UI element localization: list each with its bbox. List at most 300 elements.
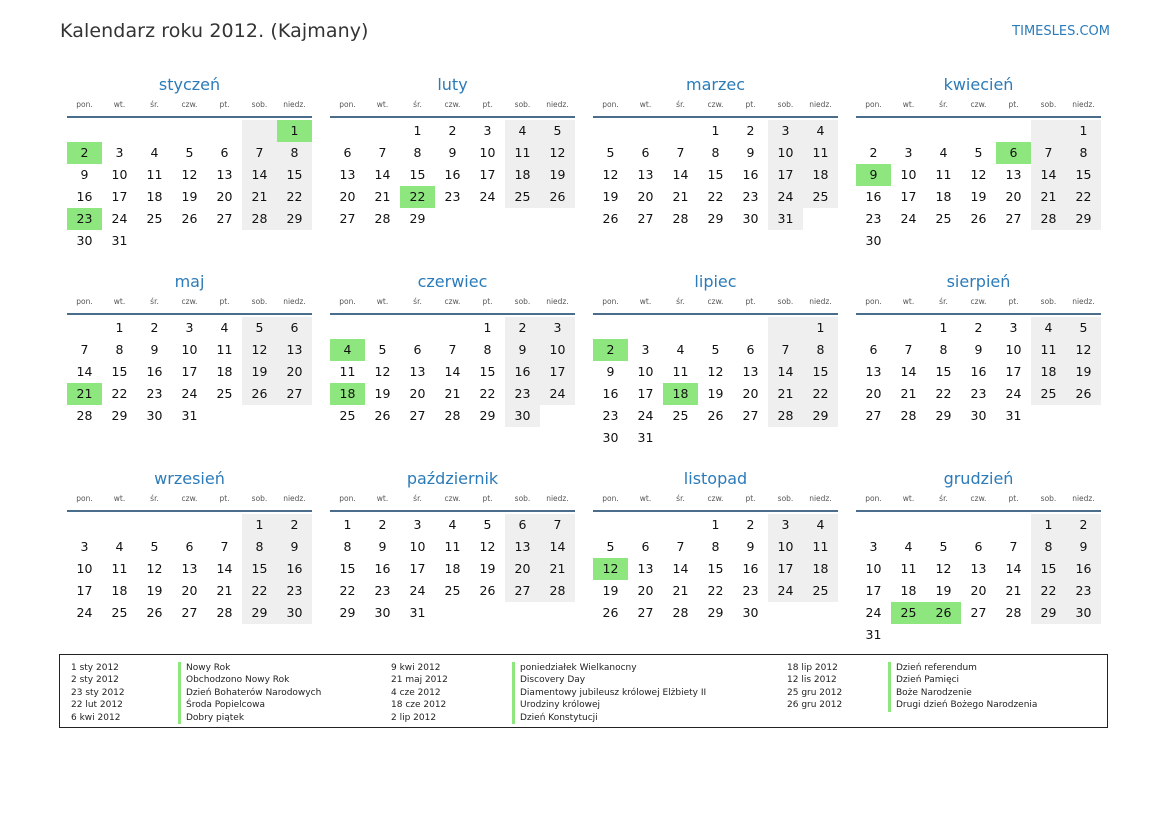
weekday-label: niedz. [546, 100, 569, 109]
day-cell: 12 [970, 167, 987, 182]
day-cell: 12 [540, 142, 575, 164]
day-cell: 3 [413, 517, 422, 532]
day-cell: 29 [803, 405, 838, 427]
empty-cell [435, 317, 470, 339]
day-cell: 25 [935, 211, 952, 226]
empty-cell [172, 120, 207, 142]
empty-cell [207, 514, 242, 536]
day-cell: 30 [505, 405, 540, 427]
day-cell: 15 [242, 558, 277, 580]
empty-cell [663, 120, 698, 142]
day-cell: 22 [707, 189, 724, 204]
day-cell: 22 [111, 386, 128, 401]
day-cell: 19 [707, 386, 724, 401]
day-cell: 4 [803, 120, 838, 142]
day-cell: 9 [150, 342, 159, 357]
day-cell: 14 [242, 164, 277, 186]
day-cell: 7 [676, 145, 685, 160]
day-cell: 26 [970, 211, 987, 226]
day-cell: 19 [970, 189, 987, 204]
day-cell: 5 [606, 145, 615, 160]
day-cell: 22 [339, 583, 356, 598]
weekday-label: śr. [413, 494, 422, 503]
day-cell: 8 [711, 539, 720, 554]
day-cell: 6 [974, 539, 983, 554]
day-cell: 2 [869, 145, 878, 160]
day-cell: 3 [869, 539, 878, 554]
day-cell: 2 [1066, 514, 1101, 536]
day-cell: 6 [641, 145, 650, 160]
month-name: grudzień [943, 469, 1014, 488]
day-cell: 14 [768, 361, 803, 383]
empty-cell [330, 317, 365, 339]
weekday-label: niedz. [283, 297, 306, 306]
empty-cell [663, 514, 698, 536]
holiday-day: 2 [67, 142, 102, 164]
holiday-day: 25 [891, 602, 926, 624]
day-cell: 17 [181, 364, 198, 379]
weekday-header [593, 490, 838, 512]
day-cell: 6 [869, 342, 878, 357]
day-cell: 9 [378, 539, 387, 554]
day-cell: 16 [1066, 558, 1101, 580]
day-cell: 2 [378, 517, 387, 532]
days-grid [330, 512, 575, 624]
day-cell: 4 [220, 320, 229, 335]
day-cell: 21 [900, 386, 917, 401]
empty-cell [172, 514, 207, 536]
day-cell: 23 [444, 189, 461, 204]
day-cell: 24 [865, 605, 882, 620]
weekday-header [856, 96, 1101, 118]
month-calendar [593, 270, 838, 467]
day-cell: 14 [1005, 561, 1022, 576]
holiday-name: Dzień Bohaterów Narodowych [178, 687, 321, 699]
day-cell: 10 [637, 364, 654, 379]
day-cell: 20 [339, 189, 356, 204]
holiday-date: 1 sty 2012 [71, 663, 119, 673]
day-cell: 8 [1066, 142, 1101, 164]
day-cell: 6 [277, 317, 312, 339]
day-cell: 1 [115, 320, 124, 335]
day-cell: 27 [637, 211, 654, 226]
day-cell: 8 [939, 342, 948, 357]
day-cell: 4 [150, 145, 159, 160]
day-cell: 6 [413, 342, 422, 357]
day-cell: 1 [711, 517, 720, 532]
holiday-name: poniedziałek Wielkanocny [512, 662, 637, 674]
month-name: sierpień [946, 272, 1011, 291]
day-cell: 17 [768, 558, 803, 580]
day-cell: 7 [1009, 539, 1018, 554]
day-cell: 28 [540, 580, 575, 602]
day-cell: 18 [505, 164, 540, 186]
day-cell: 23 [742, 189, 759, 204]
day-cell: 6 [505, 514, 540, 536]
day-cell: 20 [865, 386, 882, 401]
empty-cell [593, 514, 628, 536]
weekday-header [856, 293, 1101, 315]
holiday-name: Urodziny królowej [512, 699, 600, 711]
day-cell: 26 [181, 211, 198, 226]
day-cell: 13 [339, 167, 356, 182]
day-cell: 20 [637, 583, 654, 598]
day-cell: 14 [444, 364, 461, 379]
month-calendar [67, 73, 312, 270]
weekday-label: pt. [745, 494, 756, 503]
day-cell: 13 [742, 364, 759, 379]
empty-cell [663, 317, 698, 339]
day-cell: 19 [935, 583, 952, 598]
day-cell: 21 [768, 383, 803, 405]
holiday-name: Dzień Pamięci [888, 674, 959, 686]
weekday-label: niedz. [809, 494, 832, 503]
day-cell: 19 [540, 164, 575, 186]
day-cell: 14 [76, 364, 93, 379]
empty-cell [207, 120, 242, 142]
day-cell: 5 [1066, 317, 1101, 339]
day-cell: 31 [637, 430, 654, 445]
day-cell: 3 [80, 539, 89, 554]
day-cell: 22 [1066, 186, 1101, 208]
empty-cell [593, 317, 628, 339]
month-name: luty [437, 75, 468, 94]
weekday-label: śr. [413, 297, 422, 306]
day-cell: 21 [216, 583, 233, 598]
day-cell: 9 [448, 145, 457, 160]
day-cell: 6 [641, 539, 650, 554]
day-cell: 14 [672, 561, 689, 576]
day-cell: 10 [540, 339, 575, 361]
weekday-label: pon. [602, 494, 619, 503]
day-cell: 19 [479, 561, 496, 576]
holiday-day: 18 [330, 383, 365, 405]
day-cell: 12 [242, 339, 277, 361]
day-cell: 23 [374, 583, 391, 598]
holiday-date: 22 lut 2012 [71, 700, 123, 711]
empty-cell [628, 317, 663, 339]
month-name: marzec [685, 75, 745, 94]
day-cell: 23 [602, 408, 619, 423]
day-cell: 20 [277, 361, 312, 383]
month-name: styczeń [158, 75, 221, 94]
day-cell: 10 [409, 539, 426, 554]
day-cell: 8 [277, 142, 312, 164]
month-name: listopad [683, 469, 748, 488]
day-cell: 15 [111, 364, 128, 379]
day-cell: 7 [80, 342, 89, 357]
day-cell: 7 [768, 339, 803, 361]
day-cell: 23 [277, 580, 312, 602]
day-cell: 3 [904, 145, 913, 160]
holiday-name: Obchodzono Nowy Rok [178, 674, 289, 686]
day-cell: 19 [1066, 361, 1101, 383]
day-cell: 10 [768, 142, 803, 164]
page-title: Kalendarz roku 2012. (Kajmany) [60, 20, 369, 42]
weekday-label: pt. [482, 494, 493, 503]
empty-cell [926, 514, 961, 536]
weekday-label: wt. [113, 100, 126, 109]
day-cell: 31 [768, 208, 803, 230]
day-cell: 1 [1031, 514, 1066, 536]
day-cell: 5 [606, 539, 615, 554]
months-grid [67, 73, 1101, 664]
day-cell: 26 [479, 583, 496, 598]
day-cell: 16 [146, 364, 163, 379]
day-cell: 6 [220, 145, 229, 160]
day-cell: 29 [242, 602, 277, 624]
weekday-label: pon. [602, 100, 619, 109]
weekday-label: pt. [219, 297, 230, 306]
day-cell: 16 [505, 361, 540, 383]
day-cell: 24 [76, 605, 93, 620]
holiday-date: 25 gru 2012 [787, 687, 843, 698]
day-cell: 25 [111, 605, 128, 620]
day-cell: 15 [479, 364, 496, 379]
empty-cell [102, 120, 137, 142]
day-cell: 14 [374, 167, 391, 182]
day-cell: 19 [602, 583, 619, 598]
day-cell: 1 [242, 514, 277, 536]
day-cell: 16 [277, 558, 312, 580]
empty-cell [891, 514, 926, 536]
day-cell: 29 [111, 408, 128, 423]
day-cell: 11 [216, 342, 233, 357]
day-cell: 3 [768, 120, 803, 142]
day-cell: 15 [277, 164, 312, 186]
day-cell: 9 [80, 167, 89, 182]
day-cell: 26 [602, 605, 619, 620]
days-grid [330, 315, 575, 427]
day-cell: 1 [1066, 120, 1101, 142]
weekday-label: pt. [745, 100, 756, 109]
day-cell: 27 [181, 605, 198, 620]
day-cell: 28 [374, 211, 391, 226]
day-cell: 25 [444, 583, 461, 598]
holiday-date: 6 kwi 2012 [71, 712, 121, 723]
day-cell: 24 [540, 383, 575, 405]
month-name: wrzesień [154, 469, 225, 488]
holiday-date: 18 cze 2012 [391, 700, 447, 711]
empty-cell [400, 317, 435, 339]
day-cell: 17 [111, 189, 128, 204]
empty-cell [67, 120, 102, 142]
day-cell: 4 [448, 517, 457, 532]
day-cell: 26 [540, 186, 575, 208]
day-cell: 17 [540, 361, 575, 383]
day-cell: 22 [277, 186, 312, 208]
day-cell: 23 [970, 386, 987, 401]
weekday-label: pt. [219, 100, 230, 109]
weekday-label: pon. [339, 100, 356, 109]
day-cell: 23 [505, 383, 540, 405]
day-cell: 10 [768, 536, 803, 558]
day-cell: 31 [865, 627, 882, 642]
day-cell: 25 [146, 211, 163, 226]
day-cell: 7 [904, 342, 913, 357]
weekday-header [856, 490, 1101, 512]
holiday-day: 6 [996, 142, 1031, 164]
day-cell: 11 [146, 167, 163, 182]
day-cell: 6 [185, 539, 194, 554]
weekday-label: śr. [939, 100, 948, 109]
days-grid [593, 512, 838, 624]
day-cell: 29 [277, 208, 312, 230]
day-cell: 23 [1066, 580, 1101, 602]
weekday-label: sob. [1040, 297, 1057, 306]
day-cell: 11 [339, 364, 356, 379]
day-cell: 15 [803, 361, 838, 383]
day-cell: 4 [505, 120, 540, 142]
day-cell: 26 [242, 383, 277, 405]
holiday-date: 21 maj 2012 [391, 675, 448, 686]
empty-cell [628, 120, 663, 142]
holiday-day: 12 [593, 558, 628, 580]
days-grid [67, 512, 312, 624]
month-calendar [856, 467, 1101, 664]
day-cell: 30 [742, 211, 759, 226]
day-cell: 26 [707, 408, 724, 423]
holiday-day: 22 [400, 186, 435, 208]
day-cell: 11 [1031, 339, 1066, 361]
day-cell: 10 [181, 342, 198, 357]
day-cell: 17 [637, 386, 654, 401]
holiday-name: Środa Popielcowa [178, 699, 265, 711]
empty-cell [628, 514, 663, 536]
day-cell: 16 [865, 189, 882, 204]
day-cell: 7 [448, 342, 457, 357]
day-cell: 19 [374, 386, 391, 401]
day-cell: 9 [1066, 536, 1101, 558]
day-cell: 13 [637, 167, 654, 182]
day-cell: 12 [374, 364, 391, 379]
day-cell: 18 [900, 583, 917, 598]
day-cell: 14 [540, 536, 575, 558]
day-cell: 1 [803, 317, 838, 339]
empty-cell [593, 120, 628, 142]
day-cell: 20 [181, 583, 198, 598]
weekday-label: śr. [150, 100, 159, 109]
empty-cell [1031, 120, 1066, 142]
weekday-label: śr. [939, 494, 948, 503]
site-link[interactable]: TIMESLES.COM [1012, 24, 1110, 39]
holiday-day: 26 [926, 602, 961, 624]
empty-cell [137, 120, 172, 142]
day-cell: 16 [76, 189, 93, 204]
day-cell: 25 [1031, 383, 1066, 405]
day-cell: 1 [483, 320, 492, 335]
holiday-name: Nowy Rok [178, 662, 230, 674]
holiday-date: 23 sty 2012 [71, 687, 125, 698]
day-cell: 22 [1031, 580, 1066, 602]
holiday-name: Dzień referendum [888, 662, 977, 674]
day-cell: 29 [409, 211, 426, 226]
day-cell: 9 [505, 339, 540, 361]
holiday-day: 18 [663, 383, 698, 405]
day-cell: 12 [146, 561, 163, 576]
holiday-name: Drugi dzień Bożego Narodzenia [888, 699, 1037, 711]
day-cell: 8 [413, 145, 422, 160]
month-calendar [330, 270, 575, 467]
weekday-header [593, 293, 838, 315]
day-cell: 15 [1066, 164, 1101, 186]
weekday-label: śr. [413, 100, 422, 109]
day-cell: 22 [479, 386, 496, 401]
day-cell: 2 [974, 320, 983, 335]
day-cell: 4 [115, 539, 124, 554]
day-cell: 26 [374, 408, 391, 423]
day-cell: 6 [746, 342, 755, 357]
day-cell: 28 [76, 408, 93, 423]
day-cell: 28 [672, 605, 689, 620]
day-cell: 14 [216, 561, 233, 576]
empty-cell [768, 317, 803, 339]
day-cell: 21 [1005, 583, 1022, 598]
day-cell: 18 [216, 364, 233, 379]
day-cell: 8 [803, 339, 838, 361]
empty-cell [856, 120, 891, 142]
day-cell: 24 [181, 386, 198, 401]
weekday-header [67, 96, 312, 118]
day-cell: 18 [146, 189, 163, 204]
day-cell: 1 [343, 517, 352, 532]
weekday-label: czw. [444, 494, 461, 503]
day-cell: 10 [111, 167, 128, 182]
day-cell: 30 [602, 430, 619, 445]
holiday-date: 2 lip 2012 [391, 712, 437, 723]
day-cell: 24 [479, 189, 496, 204]
day-cell: 16 [970, 364, 987, 379]
day-cell: 2 [277, 514, 312, 536]
weekday-label: sob. [251, 297, 268, 306]
day-cell: 18 [935, 189, 952, 204]
weekday-header [67, 490, 312, 512]
holiday-day: 9 [856, 164, 891, 186]
weekday-label: niedz. [546, 297, 569, 306]
day-cell: 15 [409, 167, 426, 182]
day-cell: 13 [1005, 167, 1022, 182]
day-cell: 17 [900, 189, 917, 204]
day-cell: 25 [216, 386, 233, 401]
day-cell: 20 [1005, 189, 1022, 204]
day-cell: 5 [185, 145, 194, 160]
day-cell: 5 [540, 120, 575, 142]
weekday-header [330, 293, 575, 315]
weekday-header [593, 96, 838, 118]
day-cell: 29 [479, 408, 496, 423]
weekday-label: czw. [707, 494, 724, 503]
weekday-label: wt. [639, 100, 652, 109]
day-cell: 27 [1005, 211, 1022, 226]
day-cell: 21 [540, 558, 575, 580]
day-cell: 7 [676, 539, 685, 554]
day-cell: 13 [970, 561, 987, 576]
weekday-label: czw. [707, 297, 724, 306]
day-cell: 9 [277, 536, 312, 558]
day-cell: 18 [1031, 361, 1066, 383]
day-cell: 11 [803, 536, 838, 558]
day-cell: 10 [479, 145, 496, 160]
day-cell: 6 [343, 145, 352, 160]
month-name: lipiec [694, 272, 737, 291]
day-cell: 3 [115, 145, 124, 160]
day-cell: 17 [865, 583, 882, 598]
day-cell: 28 [242, 208, 277, 230]
day-cell: 27 [742, 408, 759, 423]
empty-cell [67, 317, 102, 339]
day-cell: 31 [181, 408, 198, 423]
weekday-label: sob. [777, 494, 794, 503]
